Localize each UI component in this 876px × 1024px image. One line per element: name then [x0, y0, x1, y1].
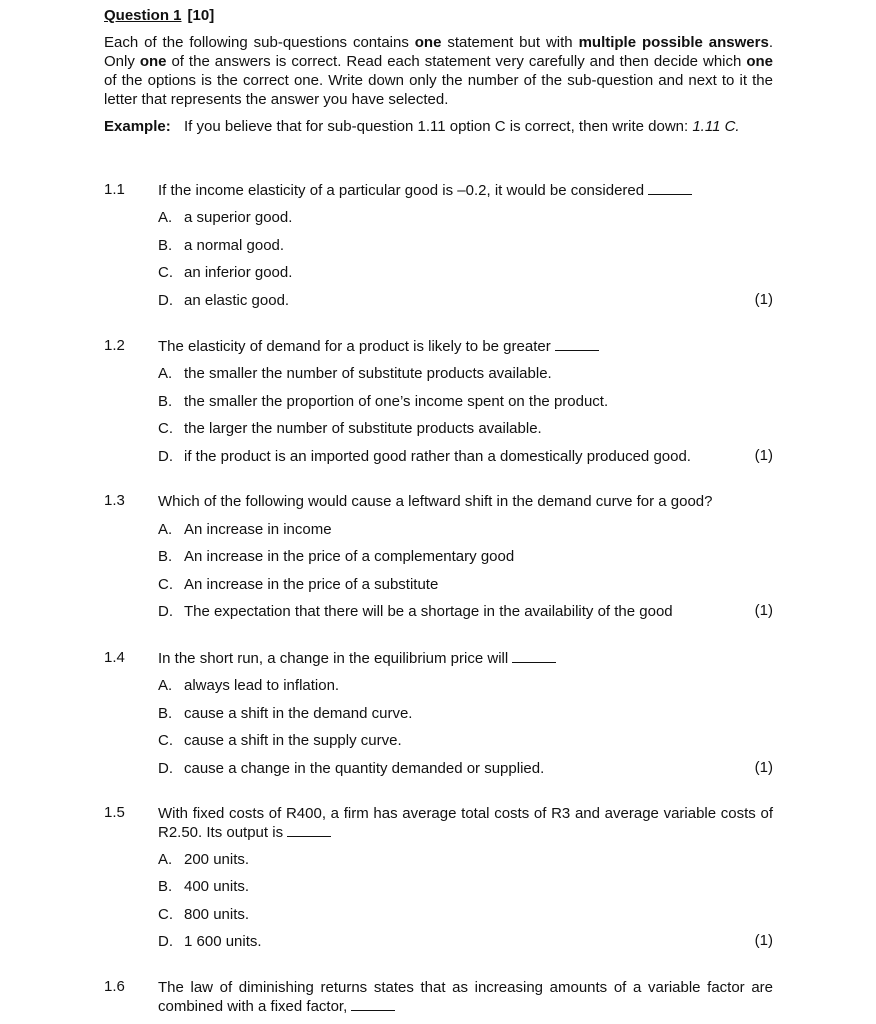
- intro-text: of the answers is correct. Read each statement very carefully and then decide which: [166, 53, 747, 70]
- question-stem-text: The elasticity of demand for a product is likely to be greater: [158, 338, 551, 355]
- example-sentence: If you believe that for sub-question 1.11 option C is correct, then write down:: [184, 118, 689, 135]
- example-label: Example:: [104, 118, 171, 135]
- question-stem: [158, 804, 773, 842]
- question-stem-text: With fixed costs of R400, a firm has average total costs of R3 and average variable costs of R2.50. Its output is: [158, 805, 773, 841]
- option-text: cause a shift in the supply curve.: [184, 732, 402, 749]
- example-answer: 1.11 C.: [692, 118, 740, 135]
- option-text: an inferior good.: [184, 264, 293, 281]
- option-text: always lead to inflation.: [184, 677, 340, 694]
- option-text: the larger the number of substitute products available.: [184, 420, 542, 437]
- option-text: cause a change in the quantity demanded or supplied.: [184, 760, 545, 777]
- question-total-marks: [10]: [187, 7, 215, 24]
- instructions-paragraph: [104, 33, 773, 109]
- question-number: 1.6: [104, 978, 125, 995]
- option-letter: C.: [158, 264, 173, 281]
- question-mark: (1): [754, 447, 773, 464]
- option-letter: C.: [158, 576, 173, 593]
- option-text: An increase in the price of a complementary good: [184, 548, 515, 565]
- option-letter: D.: [158, 292, 173, 309]
- option-c: [158, 263, 773, 282]
- question-stem-text: If the income elasticity of a particular good is –0.2, it would be considered: [158, 182, 645, 199]
- option-b: [158, 547, 773, 566]
- option-d: [158, 759, 773, 778]
- option-letter: B.: [158, 237, 173, 254]
- question-mark: (1): [754, 602, 773, 619]
- option-letter: D.: [158, 603, 173, 620]
- example-text: [184, 117, 774, 136]
- answer-blank: [287, 824, 331, 837]
- intro-bold: multiple possible answers: [578, 34, 769, 51]
- option-letter: B.: [158, 393, 173, 410]
- option-text: 1 600 units.: [184, 933, 262, 950]
- option-d: [158, 447, 773, 466]
- option-d: [158, 291, 773, 310]
- option-letter: C.: [158, 732, 173, 749]
- question-number: 1.4: [104, 649, 125, 666]
- option-text: the smaller the proportion of one’s income spent on the product.: [184, 393, 609, 410]
- option-b: [158, 392, 773, 411]
- option-a: [158, 364, 773, 383]
- option-letter: B.: [158, 705, 173, 722]
- option-d: [158, 932, 773, 951]
- option-letter: A.: [158, 365, 173, 382]
- question-number: 1.3: [104, 492, 125, 509]
- question-stem: [158, 181, 773, 200]
- intro-bold: one: [414, 34, 442, 51]
- question-number: 1.5: [104, 804, 125, 821]
- question-stem-text: Which of the following would cause a leftward shift in the demand curve for a good?: [158, 493, 713, 510]
- option-letter: A.: [158, 851, 173, 868]
- question-mark: (1): [754, 291, 773, 308]
- option-b: [158, 877, 773, 896]
- option-letter: A.: [158, 677, 173, 694]
- intro-text: of the options is the correct one. Write down only the number of the sub-question and next to it the letter that represents the answer you have selected.: [104, 72, 773, 108]
- question-heading: [104, 7, 214, 24]
- option-text: if the product is an imported good rather than a domestically produced good.: [184, 448, 691, 465]
- question-stem: [158, 649, 773, 668]
- option-text: 200 units.: [184, 851, 250, 868]
- question-stem-text: The law of diminishing returns states that as increasing amounts of a variable factor are combined with a fixed factor,: [158, 979, 773, 1015]
- question-mark: (1): [754, 932, 773, 949]
- option-letter: C.: [158, 906, 173, 923]
- example-block: [104, 117, 773, 136]
- intro-text: . Only: [104, 34, 773, 70]
- intro-bold: one: [746, 53, 773, 70]
- option-a: [158, 850, 773, 869]
- question-stem: [158, 492, 773, 511]
- option-text: An increase in income: [184, 521, 332, 538]
- answer-blank: [648, 182, 692, 195]
- option-a: [158, 520, 773, 539]
- option-c: [158, 419, 773, 438]
- option-text: 800 units.: [184, 906, 250, 923]
- option-d: [158, 602, 773, 621]
- option-b: [158, 704, 773, 723]
- option-text: a normal good.: [184, 237, 285, 254]
- option-text: the smaller the number of substitute products available.: [184, 365, 552, 382]
- option-text: 400 units.: [184, 878, 250, 895]
- option-letter: D.: [158, 933, 173, 950]
- option-c: [158, 731, 773, 750]
- option-letter: C.: [158, 420, 173, 437]
- option-text: an elastic good.: [184, 292, 290, 309]
- option-c: [158, 905, 773, 924]
- option-a: [158, 676, 773, 695]
- option-text: An increase in the price of a substitute: [184, 576, 439, 593]
- option-c: [158, 575, 773, 594]
- option-text: cause a shift in the demand curve.: [184, 705, 413, 722]
- option-b: [158, 236, 773, 255]
- option-text: The expectation that there will be a shortage in the availability of the good: [184, 603, 673, 620]
- option-letter: A.: [158, 521, 173, 538]
- question-number: 1.1: [104, 181, 125, 198]
- answer-blank: [555, 338, 599, 351]
- option-letter: B.: [158, 548, 173, 565]
- question-stem: [158, 978, 773, 1016]
- option-text: a superior good.: [184, 209, 293, 226]
- intro-text: statement but with: [441, 34, 579, 51]
- option-letter: A.: [158, 209, 173, 226]
- answer-blank: [512, 650, 556, 663]
- answer-blank: [351, 998, 395, 1011]
- question-mark: (1): [754, 759, 773, 776]
- question-stem-text: In the short run, a change in the equilibrium price will: [158, 650, 509, 667]
- question-title: Question 1: [104, 7, 182, 24]
- intro-text: Each of the following sub-questions contains: [104, 34, 415, 51]
- option-letter: D.: [158, 760, 173, 777]
- option-letter: D.: [158, 448, 173, 465]
- question-stem: [158, 337, 773, 356]
- option-a: [158, 208, 773, 227]
- question-number: 1.2: [104, 337, 125, 354]
- option-letter: B.: [158, 878, 173, 895]
- intro-bold: one: [139, 53, 167, 70]
